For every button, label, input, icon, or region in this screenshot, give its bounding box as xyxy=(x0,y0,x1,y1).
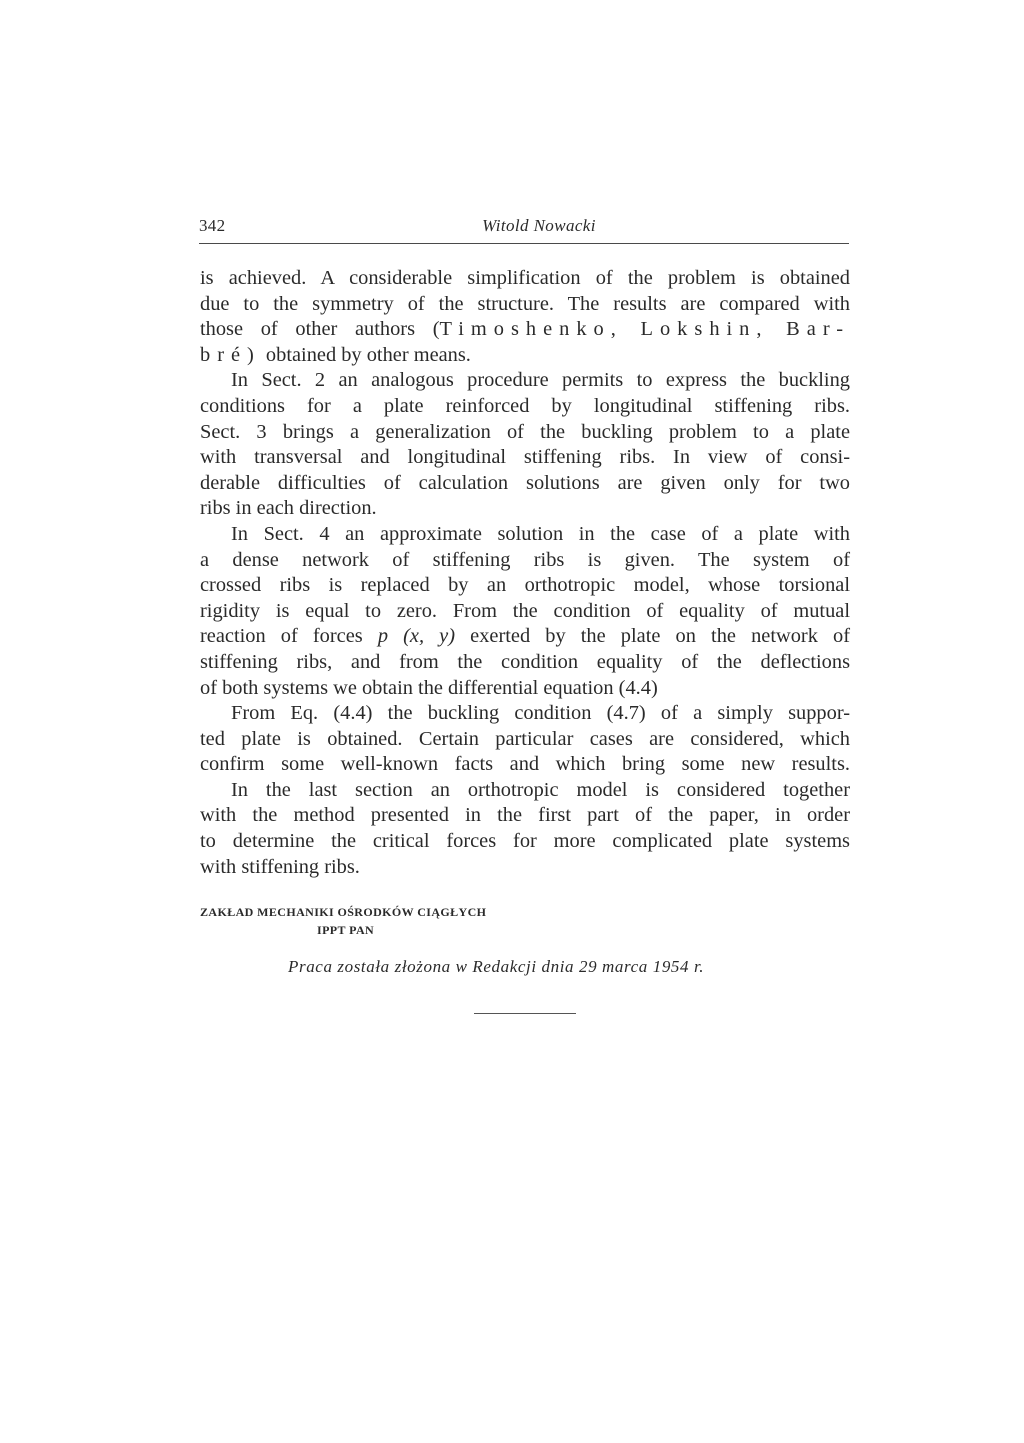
body-line: a dense network of stiffening ribs is given. The system of xyxy=(200,548,850,571)
body-line: In the last section an orthotropic model is considered together xyxy=(231,778,850,801)
body-line: ribs in each direction. xyxy=(200,497,377,520)
received-date-note: Praca została złożona w Redakcji dnia 29 marca 1954 r. xyxy=(288,957,705,976)
body-line: In Sect. 4 an approximate solution in the case of a plate with xyxy=(231,522,850,545)
body-line: with the method presented in the first part of the paper, in order xyxy=(200,804,850,827)
math-p-xy: p (x, y) xyxy=(377,625,456,648)
body-line: due to the symmetry of the structure. The results are compared with xyxy=(200,292,850,315)
end-rule-divider xyxy=(474,1013,576,1014)
body-line: rigidity is equal to zero. From the condition of equality of mutual xyxy=(200,599,850,622)
page-number: 342 xyxy=(199,216,226,235)
body-line: From Eq. (4.4) the buckling condition (4.7) of a simply suppor- xyxy=(231,702,850,725)
body-line: of both systems we obtain the differential equation (4.4) xyxy=(200,676,658,699)
author-name-lokshin: Lokshin, xyxy=(640,318,769,341)
body-line: to determine the critical forces for more complicated plate systems xyxy=(200,830,850,853)
running-head xyxy=(199,213,849,244)
body-line-math: reaction of forces p (x, y) exerted by the plate on the network of xyxy=(200,625,850,648)
body-line: stiffening ribs, and from the condition equality of the deflections xyxy=(200,650,850,673)
body-line: derable difficulties of calculation solutions are given only for two xyxy=(200,471,850,494)
affiliation xyxy=(200,903,486,939)
author-name-barbre-part1: Bar- xyxy=(786,318,850,341)
body-line: Sect. 3 brings a generalization of the buckling problem to a plate xyxy=(200,420,850,443)
body-line: ted plate is obtained. Certain particular cases are considered, which xyxy=(200,727,850,750)
body-line: confirm some well-known facts and which bring some new results. xyxy=(200,753,850,776)
author-name-barbre-part2: bré) xyxy=(200,343,261,366)
body-line: with transversal and longitudinal stiffening ribs. In view of consi- xyxy=(200,446,850,469)
body-line: with stiffening ribs. xyxy=(200,855,360,878)
author-name-timoshenko: Timoshenko, xyxy=(439,318,623,341)
body-line-authors: those of other authors (Timoshenko, Lokshin, Bar- xyxy=(200,318,850,341)
body-line-authors-cont: bré) obtained by other means. xyxy=(200,343,471,366)
body-line: crossed ribs is replaced by an orthotropic model, whose torsional xyxy=(200,574,850,597)
summary-body xyxy=(200,266,850,880)
running-head-author: Witold Nowacki xyxy=(482,216,596,235)
body-line: is achieved. A considerable simplification of the problem is obtained xyxy=(200,267,850,289)
body-line: conditions for a plate reinforced by longitudinal stiffening ribs. xyxy=(200,394,850,417)
affiliation-institute: ZAKŁAD MECHANIKI OŚRODKÓW CIĄGŁYCH xyxy=(200,905,487,919)
body-line: In Sect. 2 an analogous procedure permits to express the buckling xyxy=(231,369,850,392)
affiliation-unit: IPPT PAN xyxy=(317,923,375,937)
